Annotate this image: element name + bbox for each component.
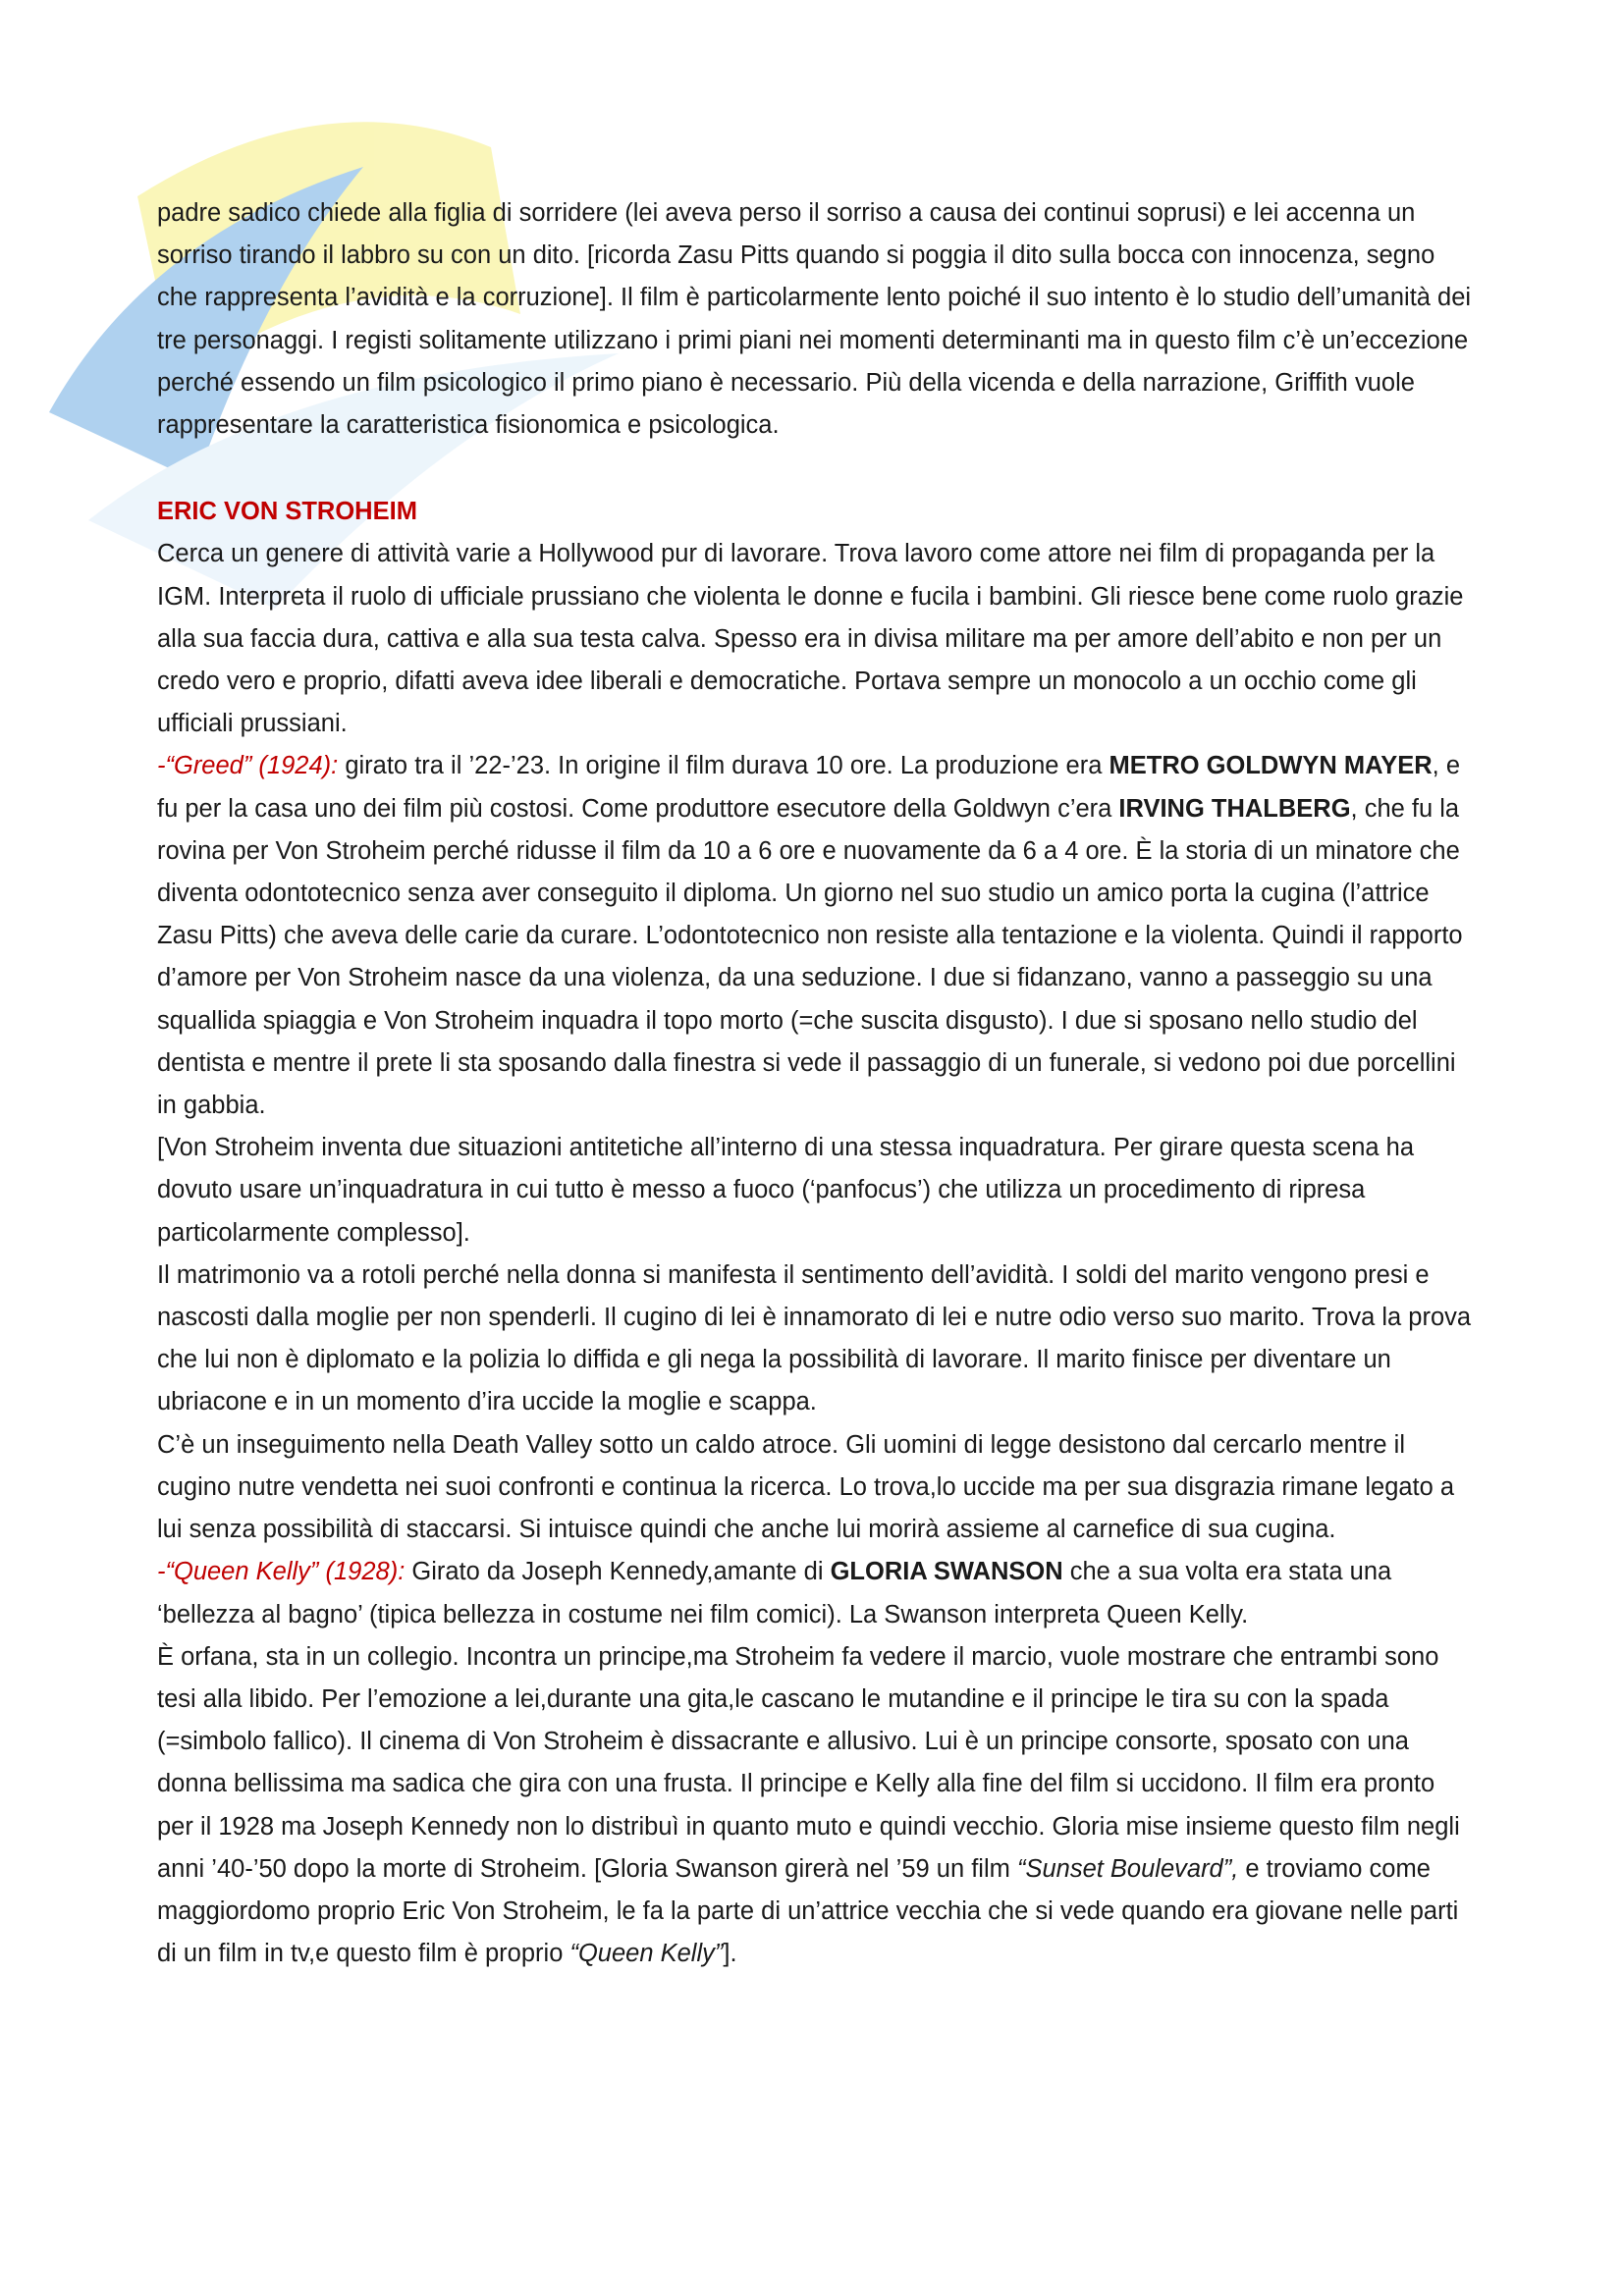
greed-chase-paragraph: C’è un inseguimento nella Death Valley sotto un caldo atroce. Gli uomini di legge desistono dal cercarlo mentre il cugino nutre vendetta nei suoi confronti e continua la ricerca. Lo trova,lo uccide ma per sua disgrazia rimane legato a lui senza possibilità di staccarsi. Si intuisce quindi che anche lui morirà assieme al carnefice di sua cugina. xyxy=(157,1430,1455,1544)
greed-text-1: girato tra il ’22-’23. In origine il film durava 10 ore. La produzione era xyxy=(338,752,1109,780)
queen-kelly-paragraph xyxy=(157,1551,1473,1635)
greed-text-2: , e fu per la casa uno dei film più costosi. Come produttore esecutore della Goldwyn c’era xyxy=(157,752,1461,823)
greed-marriage-paragraph: Il matrimonio va a rotoli perché nella donna si manifesta il sentimento dell’avidità. I soldi del marito vengono presi e nascosti dalla moglie per non spenderli. Il cugino di lei è innamorato di lei e nutre odio verso suo marito. Trova la prova che lui non è diplomato e la polizia lo diffida e gli nega la possibilità di lavorare. Il marito finisce per diventare un ubriacone e in un momento d’ira uccide la moglie e scappa. xyxy=(157,1260,1472,1416)
queen-kelly-title: -“Queen Kelly” (1928): xyxy=(157,1558,406,1586)
queen-kelly-actress: GLORIA SWANSON xyxy=(830,1558,1063,1586)
greed-producer: IRVING THALBERG xyxy=(1118,794,1351,823)
queen-kelly-text-2: che a sua volta era stata una ‘bellezza al bagno’ (tipica bellezza in costume nei film comici). La Swanson interpreta Queen Kelly. xyxy=(157,1558,1392,1629)
queen-kelly-plot-text-1: È orfana, sta in un collegio. Incontra un principe,ma Stroheim fa vedere il marcio, vuole mostrare che entrambi sono tesi alla libido. Per l’emozione a lei,durante una gita,le cascano le mutandine e il principe le tira su con la spada (=simbolo fallico). Il cinema di Von Stroheim è dissacrante e allusivo. Lui è un principe consorte, sposato con una donna bellissima ma sadica che gira con una frusta. Il principe e Kelly alla fine del film si uccidono. Il film era pronto per il 1928 ma Joseph Kennedy non lo distribuì in quanto muto e quindi vecchio. Gloria mise insieme questo film negli anni ’40-’50 dopo la morte di Stroheim. [Gloria Swanson girerà nel ’59 un film xyxy=(157,1642,1460,1883)
queen-kelly-text-1: Girato da Joseph Kennedy,amante di xyxy=(405,1558,831,1586)
queen-kelly-plot-text-2: e troviamo come maggiordomo proprio Eric Von Stroheim, le fa la parte di un’attrice vecchia che si vede quando era giovane nelle parti di un film in tv,e questo film è proprio xyxy=(157,1854,1459,1968)
greed-bracket-paragraph: [Von Stroheim inventa due situazioni antitetiche all’interno di una stessa inquadratura. Per girare questa scena ha dovuto usare un’inquadratura in cui tutto è messo a fuoco (‘panfocus’) che utilizza un procedimento di ripresa particolarmente complesso]. xyxy=(157,1134,1415,1247)
sunset-boulevard-title: “Sunset Boulevard”, xyxy=(1016,1854,1239,1883)
section-spacer xyxy=(157,447,1473,491)
queen-kelly-plot-text-3: ]. xyxy=(723,1940,737,1968)
queen-kelly-plot-paragraph xyxy=(157,1636,1473,1976)
section-heading: ERIC VON STROHEIM xyxy=(157,498,417,526)
greed-paragraph xyxy=(157,745,1473,1127)
greed-title: -“Greed” (1924): xyxy=(157,752,339,780)
bio-paragraph: Cerca un genere di attività varie a Hollywood pur di lavorare. Trova lavoro come attore nei film di propaganda per la IGM. Interpreta il ruolo di ufficiale prussiano che violenta le donne e fucila i bambini. Gli riesce bene come ruolo grazie alla sua faccia dura, cattiva e alla sua testa calva. Spesso era in divisa militare ma per amore dell’abito e non per un credo vero e proprio, difatti aveva idee liberali e democratiche. Portava sempre un monocolo a un occhio come gli ufficiali prussiani. xyxy=(157,540,1464,738)
greed-studio: METRO GOLDWYN MAYER xyxy=(1109,752,1433,780)
document-page xyxy=(157,192,1473,1975)
greed-text-3: , che fu la rovina per Von Stroheim perché ridusse il film da 10 a 6 ore e nuovamente da 6 a 4 ore. È la storia di un minatore che diventa odontotecnico senza aver conseguito il diploma. Un giorno nel suo studio un amico porta la cugina (l’attrice Zasu Pitts) che aveva delle carie da curare. L’odontotecnico non resiste alla tentazione e la violenta. Quindi il rapporto d’amore per Von Stroheim nasce da una violenza, da una seduzione. I due si fidanzano, vanno a passeggio su una squallida spiaggia e Von Stroheim inquadra il topo morto (=che suscita disgusto). I due si sposano nello studio del dentista e mentre il prete li sta sposando dalla finestra si vede il passaggio di un funerale, si vedono poi due porcellini in gabbia. xyxy=(157,794,1463,1120)
intro-paragraph: padre sadico chiede alla figlia di sorridere (lei aveva perso il sorriso a causa dei continui soprusi) e lei accenna un sorriso tirando il labbro su con un dito. [ricorda Zasu Pitts quando si poggia il dito sulla bocca con innocenza, segno che rappresenta l’avidità e la corruzione]. Il film è particolarmente lento poiché il suo intento è lo studio dell’umanità dei tre personaggi. I registi solitamente utilizzano i primi piani nei momenti determinanti ma in questo film c’è un’eccezione perché essendo un film psicologico il primo piano è necessario. Più della vicenda e della narrazione, Griffith vuole rappresentare la caratteristica fisionomica e psicologica. xyxy=(157,199,1472,440)
queen-kelly-ref-title: “Queen Kelly” xyxy=(569,1940,724,1968)
